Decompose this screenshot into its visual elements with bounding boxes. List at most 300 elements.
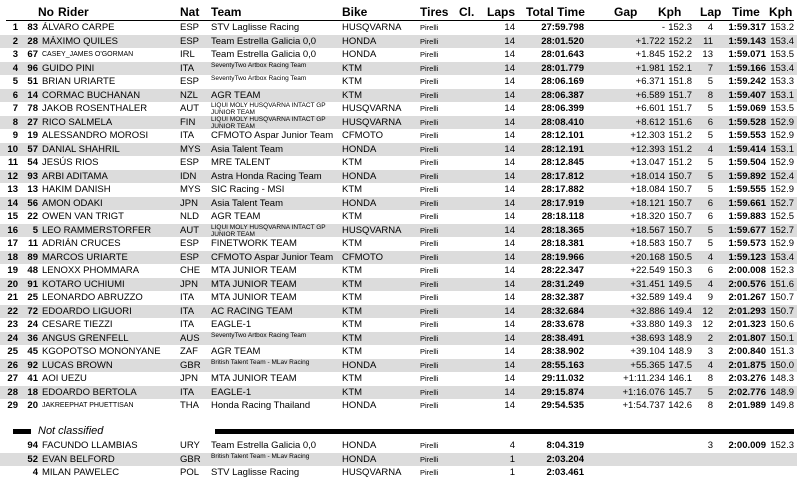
position: 11 <box>7 157 18 168</box>
table-row[interactable] <box>0 170 797 184</box>
rider-number: 4 <box>32 467 38 478</box>
best-lap-kph: 152.9 <box>770 130 794 141</box>
nationality: ITA <box>180 130 195 141</box>
gap: - <box>661 22 665 33</box>
rider-number: 36 <box>27 332 38 344</box>
best-lap-kph: 153.1 <box>770 143 794 155</box>
bike-make: HUSQVARNA <box>342 224 402 236</box>
tires: Pirelli <box>420 198 439 208</box>
laps: 14 <box>504 292 515 303</box>
table-row[interactable] <box>0 116 797 130</box>
tires: Pirelli <box>420 360 439 370</box>
team-name: LIQUI MOLY HUSQVARNA INTACT GP JUNIOR TEAM <box>211 223 326 238</box>
best-lap-number: 4 <box>707 22 713 33</box>
table-row[interactable] <box>0 291 797 305</box>
best-lap-kph: 151.3 <box>770 346 794 357</box>
position: 13 <box>7 184 18 195</box>
laps: 1 <box>509 467 515 478</box>
col-rider: Rider <box>58 5 89 19</box>
best-lap-number: 5 <box>707 76 713 87</box>
nationality: AUT <box>180 103 199 114</box>
best-lap-number: 8 <box>707 400 713 411</box>
rider-name: ÁLVARO CARPE <box>42 22 115 33</box>
tires: Pirelli <box>420 441 439 450</box>
table-row[interactable] <box>0 224 797 238</box>
best-lap-time: 1:59.317 <box>728 22 766 33</box>
best-lap-number: 3 <box>707 440 713 451</box>
bike-make: KTM <box>342 332 363 344</box>
rider-number: 54 <box>27 157 38 168</box>
avg-kph: 151.8 <box>668 76 692 87</box>
nationality: ESP <box>180 22 200 33</box>
position: 28 <box>7 386 18 398</box>
avg-kph: 151.2 <box>668 130 692 141</box>
position: 22 <box>7 305 18 317</box>
heading-dash <box>13 429 31 434</box>
rider-number: 51 <box>27 76 38 87</box>
gap: +6.589 <box>635 89 665 101</box>
tires: Pirelli <box>420 212 439 221</box>
rider-number: 67 <box>27 49 38 60</box>
bike-make: HONDA <box>342 197 377 209</box>
rider-name: AMON ODAKI <box>42 197 103 209</box>
bike-make: HONDA <box>342 359 377 371</box>
nationality: ESP <box>180 157 200 168</box>
nationality: URY <box>180 440 200 451</box>
best-lap-kph: 153.2 <box>770 22 794 33</box>
total-time: 28:12.845 <box>541 157 584 168</box>
rider-name: MILAN PAWELEC <box>42 467 120 478</box>
team-name: MRE TALENT <box>211 157 271 168</box>
table-row[interactable] <box>0 197 797 211</box>
rider-name: HAKIM DANISH <box>42 184 111 195</box>
rider-number: 78 <box>27 103 38 114</box>
gap: +55.365 <box>630 359 665 371</box>
tires: Pirelli <box>420 63 439 73</box>
best-lap-kph: 153.4 <box>770 35 794 47</box>
laps: 14 <box>504 332 515 344</box>
position: 5 <box>12 76 18 87</box>
avg-kph: 150.3 <box>668 265 692 276</box>
bike-make: KTM <box>342 319 363 330</box>
best-lap-number: 11 <box>703 35 713 47</box>
gap: +1:11.234 <box>623 373 665 384</box>
laps: 14 <box>504 184 515 195</box>
total-time: 28:17.919 <box>541 197 584 209</box>
table-row[interactable] <box>0 251 797 265</box>
table-row[interactable] <box>0 439 797 453</box>
best-lap-time: 2:00.008 <box>728 265 766 276</box>
bike-make: KTM <box>342 265 363 276</box>
best-lap-number: 5 <box>707 103 713 114</box>
nationality: ITA <box>180 62 195 74</box>
table-row[interactable] <box>0 143 797 157</box>
rider-name: JESÚS RIOS <box>42 157 99 168</box>
laps: 14 <box>504 157 515 168</box>
gap: +38.693 <box>630 332 665 344</box>
best-lap-time: 1:59.553 <box>728 130 766 141</box>
nationality: THA <box>180 400 199 411</box>
gap: +32.589 <box>630 292 665 303</box>
team-name: LIQUI MOLY HUSQVARNA INTACT GP JUNIOR TEAM <box>211 115 326 130</box>
rider-number: 13 <box>27 184 38 195</box>
table-row[interactable] <box>0 237 797 251</box>
rider-name: LUCAS BROWN <box>42 359 113 371</box>
best-lap-kph: 149.8 <box>770 400 794 411</box>
team-name: LIQUI MOLY HUSQVARNA INTACT GP JUNIOR TEAM <box>211 102 326 116</box>
gap: +33.880 <box>630 319 665 330</box>
nationality: NZL <box>180 89 198 101</box>
avg-kph: 150.7 <box>668 184 692 195</box>
laps: 14 <box>504 49 515 60</box>
best-lap-kph: 150.1 <box>770 332 794 344</box>
total-time: 28:18.381 <box>541 238 584 249</box>
rider-name: LENOXX PHOMMARA <box>42 265 140 276</box>
best-lap-time: 1:59.661 <box>728 197 766 209</box>
position: 18 <box>7 251 18 263</box>
nationality: GBR <box>180 359 201 371</box>
best-lap-kph: 152.3 <box>770 440 794 451</box>
rider-name: EVAN BELFORD <box>42 453 115 465</box>
best-lap-number: 4 <box>707 143 713 155</box>
best-lap-time: 1:59.407 <box>728 89 766 101</box>
laps: 14 <box>504 238 515 249</box>
avg-kph: 149.4 <box>668 305 692 317</box>
avg-kph: 145.7 <box>668 386 692 398</box>
tires: Pirelli <box>420 266 439 275</box>
gap: +18.084 <box>630 184 665 195</box>
tires: Pirelli <box>420 347 439 356</box>
best-lap-number: 6 <box>707 265 713 276</box>
position: 26 <box>7 359 18 371</box>
best-lap-number: 5 <box>707 170 713 182</box>
table-row[interactable] <box>0 372 797 386</box>
position: 9 <box>12 130 18 141</box>
total-time: 28:01.643 <box>541 49 584 60</box>
table-row[interactable] <box>0 345 797 359</box>
table-row[interactable] <box>0 156 797 170</box>
rider-name: MARCOS URIARTE <box>42 251 128 263</box>
rider-number: 24 <box>27 319 38 330</box>
position: 1 <box>12 22 18 33</box>
avg-kph: 148.9 <box>668 346 692 357</box>
best-lap-time: 2:01.293 <box>728 305 766 317</box>
total-time: 2:03.204 <box>546 453 584 465</box>
total-time: 8:04.319 <box>546 440 584 451</box>
rider-number: 22 <box>27 211 38 222</box>
table-row[interactable] <box>0 453 797 467</box>
best-lap-time: 2:01.323 <box>728 319 766 330</box>
bike-make: CFMOTO <box>342 130 383 141</box>
not-classified-heading <box>0 425 797 439</box>
nationality: ITA <box>180 292 195 303</box>
table-row[interactable] <box>0 278 797 292</box>
gap: +18.014 <box>630 170 665 182</box>
table-row[interactable] <box>0 89 797 103</box>
team-name: Asia Talent Team <box>211 143 283 155</box>
best-lap-number: 9 <box>707 292 713 303</box>
gap: +8.612 <box>635 116 665 128</box>
best-lap-kph: 153.4 <box>770 62 794 74</box>
total-time: 28:12.101 <box>541 130 584 141</box>
gap: +1:16.076 <box>622 386 665 398</box>
best-lap-number: 6 <box>707 197 713 209</box>
rider-name: CESARE TIEZZI <box>42 319 113 330</box>
team-name: AGR TEAM <box>211 211 261 222</box>
rider-name: ANGUS GRENFELL <box>42 332 129 344</box>
rider-name: DANIAL SHAHRIL <box>42 143 120 155</box>
position: 20 <box>7 278 18 290</box>
avg-kph: 149.3 <box>668 319 692 330</box>
position: 21 <box>7 292 18 303</box>
bike-make: HUSQVARNA <box>342 467 402 478</box>
best-lap-time: 2:01.875 <box>728 359 766 371</box>
avg-kph: 151.7 <box>668 89 692 101</box>
bike-make: HONDA <box>342 49 377 60</box>
nationality: ITA <box>180 305 195 317</box>
table-row[interactable] <box>0 305 797 319</box>
bike-make: HUSQVARNA <box>342 22 402 33</box>
bike-make: HONDA <box>342 440 377 451</box>
best-lap-time: 2:00.576 <box>728 278 766 290</box>
gap: +6.371 <box>635 76 665 87</box>
rider-number: 27 <box>27 116 38 128</box>
best-lap-kph: 150.0 <box>770 359 794 371</box>
tires: Pirelli <box>420 36 439 46</box>
best-lap-number: 13 <box>702 49 713 60</box>
position: 12 <box>7 170 18 182</box>
team-name: EAGLE-1 <box>211 319 252 330</box>
position: 16 <box>7 224 18 236</box>
best-lap-kph: 152.9 <box>770 184 794 195</box>
table-row[interactable] <box>0 399 797 413</box>
best-lap-kph: 152.4 <box>770 170 794 182</box>
best-lap-kph: 150.6 <box>770 319 794 330</box>
col-lap: Lap <box>700 5 722 19</box>
col-team: Team <box>211 5 242 19</box>
laps: 14 <box>504 76 515 87</box>
table-row[interactable] <box>0 75 797 89</box>
rider-number: 72 <box>27 305 38 317</box>
gap: +1.845 <box>635 49 665 60</box>
best-lap-number: 5 <box>707 130 713 141</box>
total-time: 28:55.163 <box>541 359 584 371</box>
bike-make: CFMOTO <box>342 251 383 263</box>
col-no: No <box>38 5 54 19</box>
rider-number: 20 <box>27 400 38 411</box>
best-lap-kph: 148.9 <box>770 386 794 398</box>
col-best-kph: Kph <box>769 5 793 19</box>
team-name: Honda Racing Thailand <box>211 400 311 411</box>
table-row[interactable] <box>0 62 797 76</box>
best-lap-number: 8 <box>707 373 713 384</box>
best-lap-number: 2 <box>707 332 713 344</box>
col-laps: Laps <box>487 5 516 19</box>
total-time: 28:33.678 <box>541 319 584 330</box>
gap: +32.886 <box>630 305 665 317</box>
team-name: Asia Talent Team <box>211 197 283 209</box>
best-lap-time: 2:00.840 <box>728 346 766 357</box>
tires: Pirelli <box>420 454 439 464</box>
gap: +13.047 <box>630 157 665 168</box>
laps: 14 <box>504 35 515 47</box>
tires: Pirelli <box>420 90 439 100</box>
gap: +1.722 <box>635 35 665 47</box>
best-lap-kph: 153.1 <box>770 89 794 101</box>
col-gap: Gap <box>614 5 638 19</box>
best-lap-number: 12 <box>702 319 713 330</box>
avg-kph: 152.2 <box>668 49 692 60</box>
tires: Pirelli <box>420 23 439 32</box>
laps: 14 <box>504 373 515 384</box>
rider-name: CORMAC BUCHANAN <box>42 89 141 101</box>
bike-make: HUSQVARNA <box>342 116 402 128</box>
best-lap-kph: 153.4 <box>770 251 794 263</box>
rider-name: LEO RAMMERSTORFER <box>42 224 152 236</box>
tires: Pirelli <box>420 320 439 329</box>
rider-name: EDOARDO LIGUORI <box>42 305 132 317</box>
table-row[interactable] <box>0 318 797 332</box>
rider-number: 45 <box>27 346 38 357</box>
laps: 14 <box>504 346 515 357</box>
rider-name: KGOPOTSO MONONYANE <box>42 346 161 357</box>
avg-kph: 142.6 <box>668 400 692 411</box>
best-lap-number: 4 <box>707 251 713 263</box>
tires: Pirelli <box>420 77 439 86</box>
total-time: 28:01.520 <box>541 35 584 47</box>
table-row[interactable] <box>0 21 797 35</box>
best-lap-kph: 153.5 <box>770 103 794 114</box>
best-lap-time: 2:00.009 <box>728 440 766 451</box>
laps: 14 <box>504 265 515 276</box>
gap: +18.320 <box>630 211 665 222</box>
best-lap-number: 3 <box>707 346 713 357</box>
table-row[interactable] <box>0 210 797 224</box>
avg-kph: 151.6 <box>668 116 692 128</box>
best-lap-kph: 150.7 <box>770 305 794 317</box>
best-lap-kph: 152.9 <box>770 116 794 128</box>
total-time: 28:32.387 <box>541 292 584 303</box>
table-row[interactable] <box>0 35 797 49</box>
tires: Pirelli <box>420 144 439 154</box>
table-row[interactable] <box>0 183 797 197</box>
nationality: FIN <box>180 116 196 128</box>
avg-kph: 150.7 <box>668 170 692 182</box>
tires: Pirelli <box>420 104 439 113</box>
nationality: CHE <box>180 265 201 276</box>
nationality: IRL <box>180 49 195 60</box>
avg-kph: 150.5 <box>668 251 692 263</box>
best-lap-kph: 152.7 <box>770 224 794 236</box>
total-time: 27:59.798 <box>541 22 584 33</box>
laps: 14 <box>504 359 515 371</box>
best-lap-time: 1:59.892 <box>728 170 766 182</box>
table-row[interactable] <box>0 466 797 480</box>
nationality: AUS <box>180 332 200 344</box>
table-row[interactable] <box>0 359 797 373</box>
table-row[interactable] <box>0 264 797 278</box>
tires: Pirelli <box>420 171 439 181</box>
best-lap-kph: 148.3 <box>770 373 794 384</box>
table-row[interactable] <box>0 102 797 116</box>
best-lap-number: 7 <box>707 62 713 74</box>
nationality: ESP <box>180 238 200 249</box>
rider-name: GUIDO PINI <box>42 62 95 74</box>
team-name: FINETWORK TEAM <box>211 238 297 249</box>
position: 3 <box>12 49 18 60</box>
total-time: 28:08.410 <box>541 116 584 128</box>
laps: 14 <box>504 278 515 290</box>
tires: Pirelli <box>420 131 439 140</box>
bike-make: HONDA <box>342 453 377 465</box>
nationality: JPN <box>180 373 198 384</box>
avg-kph: 150.7 <box>668 197 692 209</box>
rider-number: 14 <box>27 89 38 101</box>
tires: Pirelli <box>420 252 439 262</box>
rider-number: 93 <box>27 170 38 182</box>
team-name: SeventyTwo Artbox Racing Team <box>211 331 307 339</box>
best-lap-time: 2:01.989 <box>728 400 766 411</box>
position: 10 <box>7 143 18 155</box>
best-lap-number: 12 <box>702 305 713 317</box>
best-lap-kph: 152.9 <box>770 157 794 168</box>
table-row[interactable] <box>0 332 797 346</box>
team-name: Team Estrella Galicia 0,0 <box>211 49 317 60</box>
laps: 14 <box>504 170 515 182</box>
bike-make: KTM <box>342 278 363 290</box>
position: 8 <box>12 116 18 128</box>
results-header <box>0 0 797 22</box>
tires: Pirelli <box>420 185 439 194</box>
table-row[interactable] <box>0 129 797 143</box>
laps: 14 <box>504 386 515 398</box>
best-lap-kph: 153.5 <box>770 49 794 60</box>
gap: +20.168 <box>630 251 665 263</box>
tires: Pirelli <box>420 50 439 59</box>
position: 17 <box>7 238 18 249</box>
rider-name: EDOARDO BERTOLA <box>42 386 137 398</box>
best-lap-time: 1:59.414 <box>728 143 766 155</box>
col-nat: Nat <box>180 5 200 19</box>
bike-make: HUSQVARNA <box>342 103 402 114</box>
bike-make: KTM <box>342 346 363 357</box>
total-time: 29:15.874 <box>541 386 584 398</box>
avg-kph: 150.7 <box>668 224 692 236</box>
table-row[interactable] <box>0 48 797 62</box>
position: 29 <box>7 400 18 411</box>
bike-make: HONDA <box>342 35 377 47</box>
position: 24 <box>7 332 18 344</box>
nationality: ESP <box>180 76 200 87</box>
bike-make: KTM <box>342 157 363 168</box>
best-lap-kph: 151.6 <box>770 278 794 290</box>
total-time: 29:11.032 <box>541 373 584 384</box>
tires: Pirelli <box>420 158 439 167</box>
gap: +22.549 <box>630 265 665 276</box>
bike-make: KTM <box>342 211 363 222</box>
rider-number: 25 <box>27 292 38 303</box>
best-lap-time: 1:59.504 <box>728 157 766 168</box>
avg-kph: 150.7 <box>668 238 692 249</box>
total-time: 28:38.902 <box>541 346 584 357</box>
col-kph: Kph <box>658 5 682 19</box>
rider-name: KOTARO UCHIUMI <box>42 278 125 290</box>
rider-number: 52 <box>27 453 38 465</box>
table-row[interactable] <box>0 386 797 400</box>
total-time: 28:31.249 <box>541 278 584 290</box>
best-lap-time: 1:59.573 <box>728 238 766 249</box>
best-lap-number: 5 <box>707 238 713 249</box>
